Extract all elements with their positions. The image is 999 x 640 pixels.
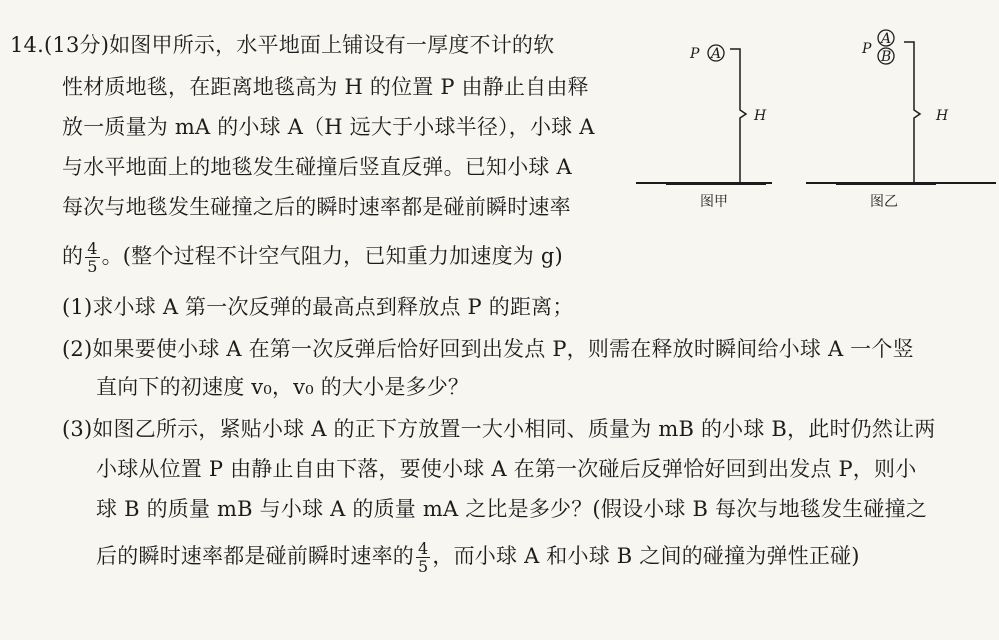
intro-last-prefix: 的: [62, 244, 84, 268]
question-3-line-4: [96, 540, 860, 575]
fraction-denominator: 5: [87, 257, 98, 276]
problem-score: (13分): [44, 33, 110, 57]
figure-jia: [636, 45, 772, 210]
fig2-ball-top-label: A: [881, 31, 892, 47]
question-3-line-1: [62, 414, 935, 444]
figure-yi: [806, 30, 996, 210]
fig2-ball-bottom-label: B: [881, 49, 892, 65]
problem-intro-line-1: [10, 30, 554, 60]
fig2-caption: 图乙: [870, 194, 898, 210]
question-2-line-2: [96, 372, 469, 402]
problem-intro-line-2: [62, 72, 589, 102]
question-3-text-1: (3)如图乙所示，紧贴小球 A 的正下方放置一大小相同、质量为 mB 的小球 B，此时仍然让两: [62, 417, 936, 441]
fig2-point-label: P: [862, 41, 872, 57]
fraction-four-fifths: [85, 240, 99, 275]
fraction-numerator-2: 4: [418, 539, 429, 558]
intro-text-2: 性材质地毯，在距离地毯高为 H 的位置 P 由静止自由释: [62, 75, 589, 99]
question-3-line-3: [96, 494, 927, 524]
problem-intro-line-5: [62, 192, 571, 222]
question-2-text-2: 直向下的初速度 v₀，v₀ 的大小是多少？: [96, 375, 470, 399]
figure-panel: [630, 20, 999, 220]
fig1-point-label: P: [690, 46, 700, 62]
fig2-height-label: H: [936, 108, 949, 124]
fig1-caption: 图甲: [700, 194, 728, 210]
question-2-line-1: [62, 334, 914, 364]
problem-intro-line-4: [62, 152, 572, 182]
fig1-height-brace: [730, 49, 746, 182]
problem-number: 14.: [10, 33, 44, 57]
q3-last-prefix: 后的瞬时速率都是碰前瞬时速率的: [96, 544, 414, 568]
question-3-line-2: [96, 454, 916, 484]
question-3-text-2: 小球从位置 P 由静止自由下落，要使小球 A 在第一次碰后反弹恰好回到出发点 P，则小: [96, 457, 917, 481]
question-1-text: (1)求小球 A 第一次反弹的最高点到释放点 P 的距离；: [62, 295, 574, 319]
problem-intro-line-3: [62, 112, 595, 142]
q3-last-suffix: ，而小球 A 和小球 B 之间的碰撞为弹性正碰): [432, 544, 860, 568]
fig2-height-brace: [904, 42, 920, 182]
question-3-text-3: 球 B 的质量 mB 与小球 A 的质量 mA 之比是多少？(假设小球 B 每次与地毯发生碰撞之: [96, 497, 927, 521]
fraction-denominator-2: 5: [418, 557, 429, 576]
intro-text-4: 与水平地面上的地毯发生碰撞后竖直反弹。已知小球 A: [62, 155, 572, 179]
fig1-height-label: H: [754, 108, 767, 124]
figure-svg: [630, 20, 999, 220]
question-2-text-1: (2)如果要使小球 A 在第一次反弹后恰好回到出发点 P，则需在释放时瞬间给小球 A 一个竖: [62, 337, 914, 361]
intro-last-suffix: 。(整个过程不计空气阻力，已知重力加速度为 g): [101, 244, 563, 268]
problem-intro-line-6: [62, 240, 563, 275]
intro-text-1: 如图甲所示，水平地面上铺设有一厚度不计的软: [109, 33, 555, 57]
intro-text-5: 每次与地毯发生碰撞之后的瞬时速率都是碰前瞬时速率: [62, 195, 571, 219]
intro-text-3: 放一质量为 mA 的小球 A（H 远大于小球半径），小球 A: [62, 115, 595, 139]
fig1-carpet: [666, 182, 766, 185]
question-1: [62, 292, 574, 322]
fraction-four-fifths-2: [416, 540, 430, 575]
fig2-carpet: [836, 182, 936, 185]
fraction-numerator: 4: [87, 239, 98, 258]
fig1-ball-label: A: [711, 46, 722, 62]
